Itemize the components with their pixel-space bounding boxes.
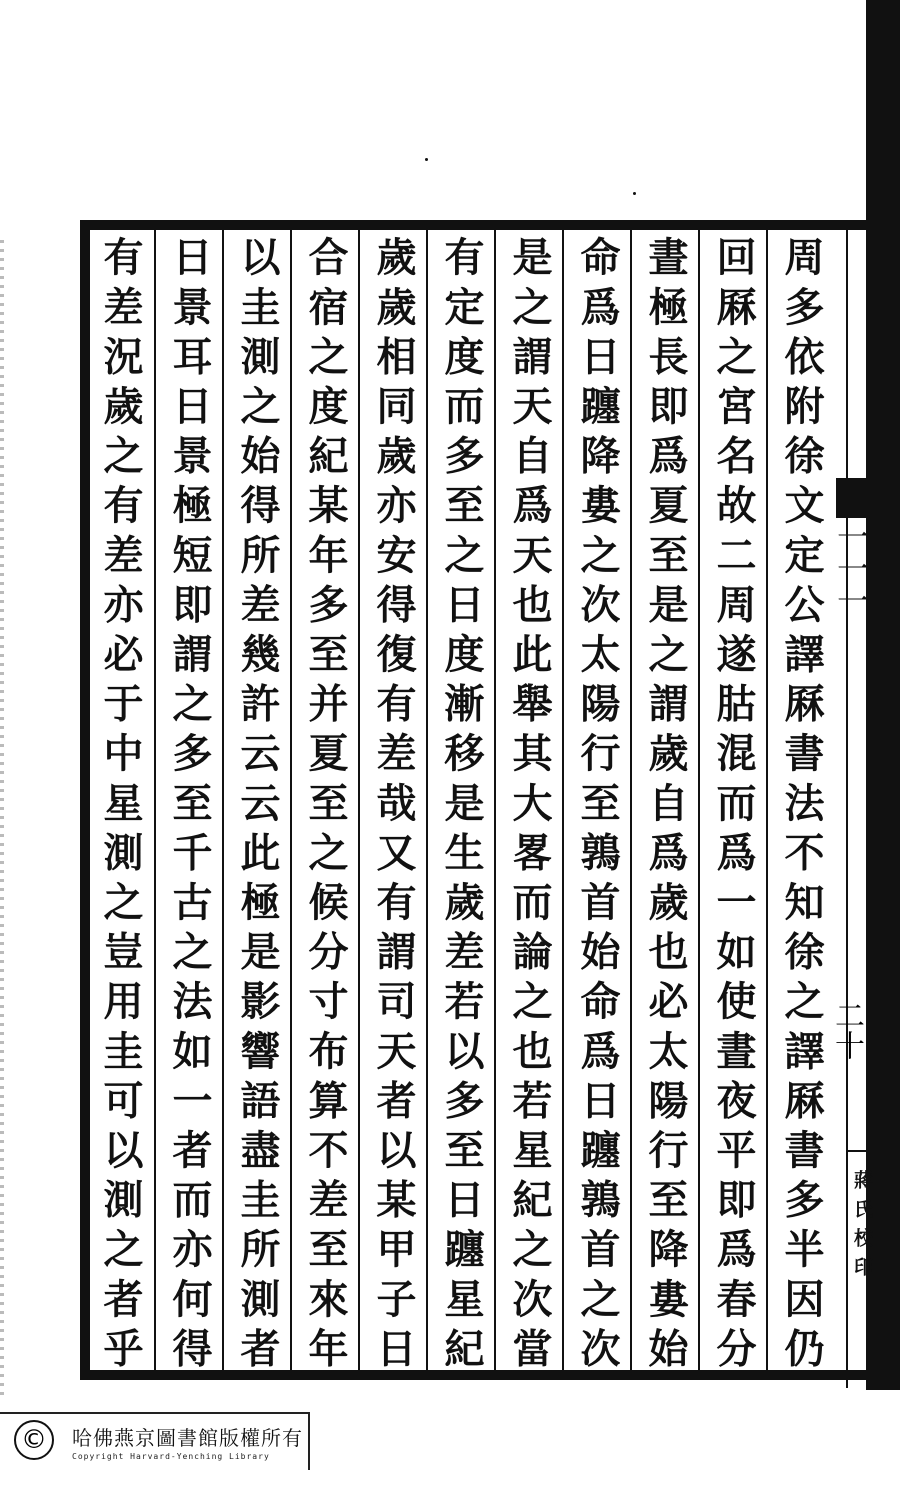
ink-speck	[633, 192, 636, 195]
text-column	[358, 230, 426, 1377]
column-text: 日景耳日景極短即謂之多至千古之法如一者而亦何得	[166, 236, 213, 1377]
text-columns	[90, 230, 834, 1377]
fold-marks: 一一一	[832, 520, 870, 616]
text-column	[766, 230, 834, 1377]
text-column	[698, 230, 766, 1377]
column-text: 有差況歲之有差亦必于中星測之豈用圭可以測之者乎	[97, 236, 144, 1377]
column-text: 回厤之宮名故二周遂𦙶混而爲一如使晝夜平即爲春分	[710, 236, 757, 1377]
column-text: 歲歲相同歲亦安得復有差哉又有謂司天者以某甲子日	[370, 236, 417, 1377]
column-text: 周多依附徐文定公譯厤書法不知徐之譯厤書多半因仍	[778, 236, 825, 1377]
page-number: 二十	[829, 1000, 864, 1060]
text-column	[562, 230, 630, 1377]
copyright-english: Copyright Harvard-Yenching Library	[72, 1452, 270, 1461]
column-text: 晝極長即爲夏至是之謂歲自爲歲也必太陽行至降婁始	[642, 236, 689, 1377]
column-text: 是之謂天自爲天也此舉其大畧而論之也若星紀之次當	[506, 236, 553, 1377]
copyright-icon: ©	[14, 1420, 54, 1460]
column-text: 有定度而多至之日度漸移是生歲差若以多至日躔星紀	[438, 236, 485, 1377]
page-edge	[0, 240, 4, 1400]
text-column	[494, 230, 562, 1377]
imprint-text: 蔣氏校印	[851, 1170, 873, 1286]
text-column	[222, 230, 290, 1377]
column-text: 合宿之度紀某年多至并夏至之候分寸布算不差至來年	[302, 236, 349, 1377]
text-column	[630, 230, 698, 1377]
ink-speck	[425, 158, 428, 161]
column-text: 以圭測之始得所差幾許云云此極是影響語盡圭所測者	[234, 236, 281, 1377]
copyright-chinese: 哈佛燕京圖書館版權所有	[72, 1426, 303, 1450]
text-column	[86, 230, 154, 1377]
column-text: 命爲日躔降婁之次太陽行至鶉首始命爲日躔鶉首之次	[574, 236, 621, 1377]
text-column	[426, 230, 494, 1377]
text-column	[154, 230, 222, 1377]
copyright-stamp	[0, 1412, 310, 1470]
text-column	[290, 230, 358, 1377]
